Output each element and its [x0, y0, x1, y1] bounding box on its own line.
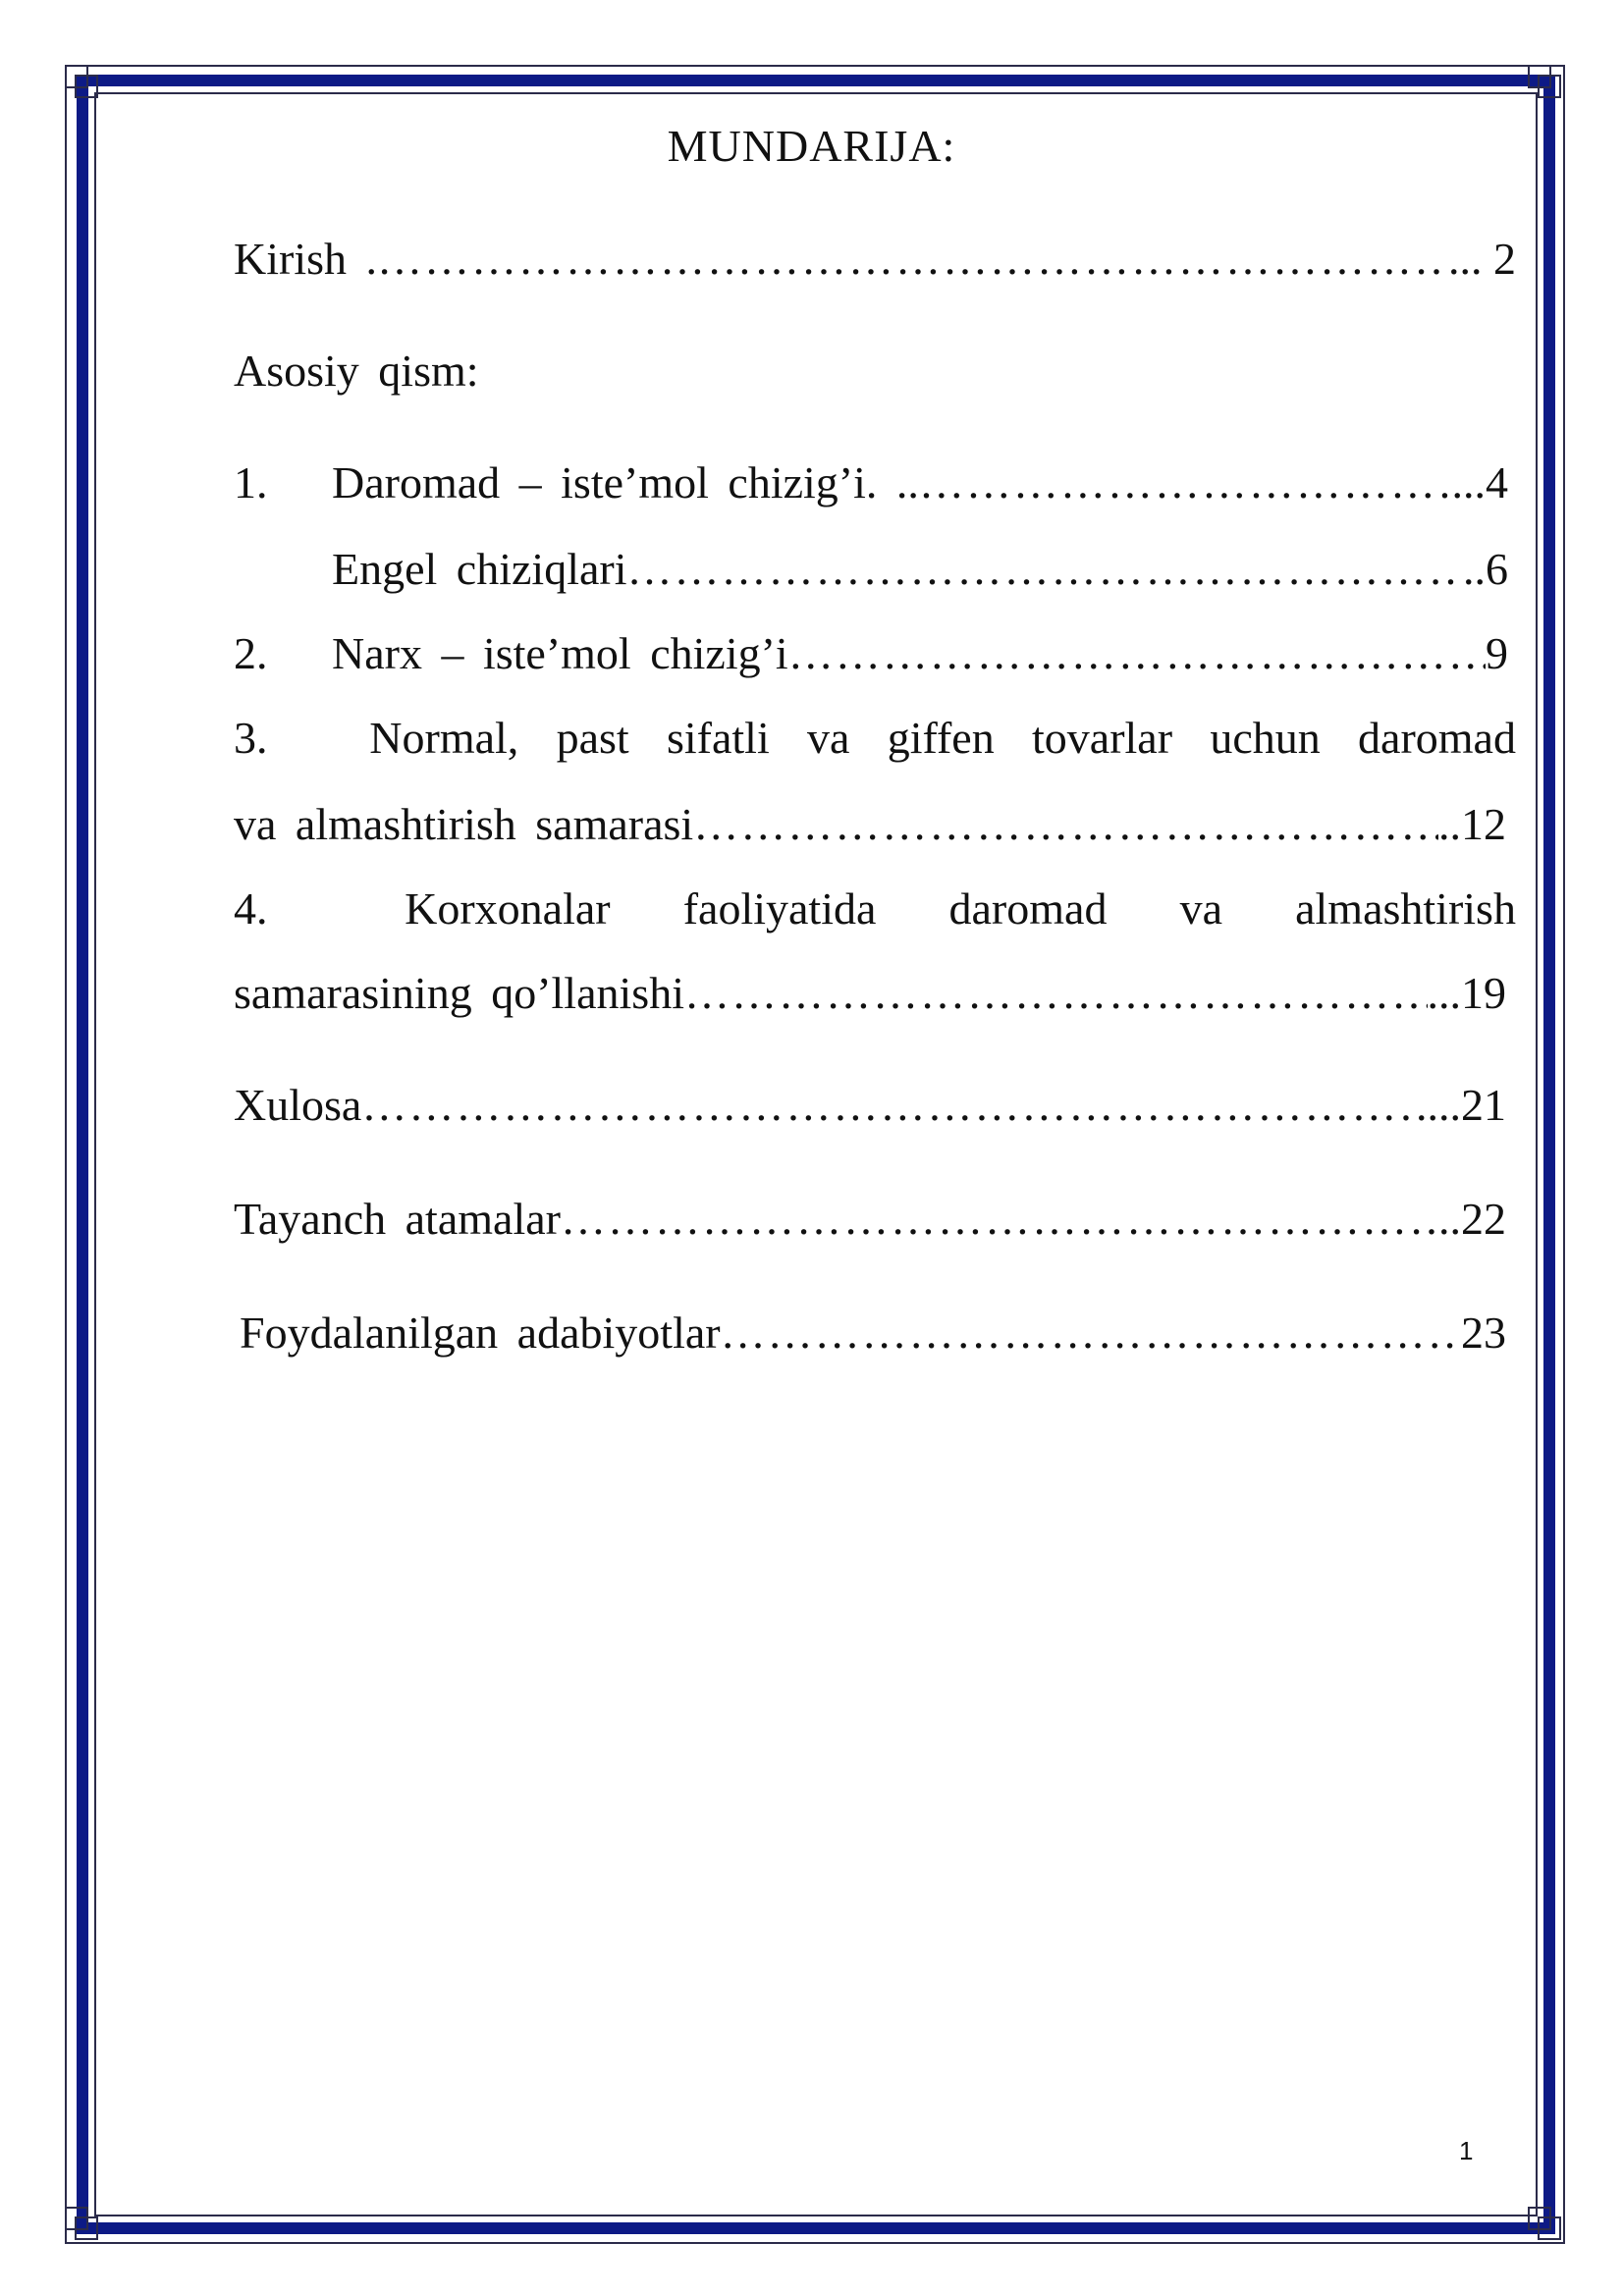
page-title: MUNDARIJA:: [667, 121, 956, 171]
toc-dot-leader: [693, 797, 1438, 852]
toc-section-heading: Asosiy qism:: [234, 346, 479, 396]
toc-entry-intro[interactable]: [234, 232, 1516, 287]
toc-entry-label: Narx – iste’mol chizig’i: [332, 628, 788, 678]
toc-entry-word: tovarlar: [1032, 713, 1173, 763]
toc-entry-number: 1.: [234, 457, 268, 507]
toc-dot-leader: [377, 232, 1448, 287]
toc-entry-conclusion[interactable]: [234, 1078, 1506, 1133]
toc-dot-leader: [919, 455, 1452, 510]
toc-entry-terms[interactable]: [234, 1192, 1506, 1247]
toc-entry-word: faoliyatida: [682, 883, 877, 934]
toc-entry-number: 3.: [234, 713, 268, 763]
toc-entry-page: 23: [1461, 1308, 1506, 1358]
toc-dot-leader: [627, 542, 1464, 597]
toc-entry-word: daromad: [948, 883, 1108, 934]
border-corner-ornament: [1528, 65, 1563, 100]
toc-dot-leader: [361, 1078, 1416, 1133]
toc-entry-word: uchun: [1210, 713, 1321, 763]
border-corner-ornament: [65, 65, 100, 100]
toc-entry-references[interactable]: [240, 1306, 1506, 1361]
toc-entry-item1[interactable]: [234, 455, 1508, 510]
toc-entry-label: Engel chiziqlari: [332, 544, 627, 594]
toc-entry-page: ...4: [1451, 457, 1508, 507]
toc-entry-word: va: [1179, 883, 1222, 934]
toc-entry-word: giffen: [887, 713, 995, 763]
toc-dot-leader: [788, 626, 1486, 681]
page-border-inner: [94, 92, 1538, 2216]
toc-entry-label: Daromad – iste’mol chizig’i. ..: [332, 457, 919, 507]
toc-entry-page: ....21: [1416, 1080, 1506, 1130]
toc-dot-leader: [721, 1306, 1461, 1361]
toc-entry-word: almashtirish: [1295, 883, 1516, 934]
toc-entry-page: ..12: [1438, 799, 1506, 849]
toc-entry-label: Xulosa: [234, 1080, 362, 1130]
toc-dot-leader: [684, 966, 1428, 1021]
toc-entry-number: 2.: [234, 628, 268, 678]
toc-entry-page: ... 2: [1448, 234, 1516, 284]
toc-entry-label: Tayanch atamalar: [234, 1194, 561, 1244]
toc-entry-page: 9: [1486, 628, 1508, 678]
toc-entry-word: daromad: [1358, 713, 1516, 763]
toc-entry-number: 4.: [234, 883, 268, 934]
toc-entry-word: va: [807, 713, 850, 763]
toc-entry-word: Korxonalar: [405, 883, 611, 934]
toc-entry-label: Foydalanilgan adabiyotlar: [240, 1308, 721, 1358]
page-number: 1: [1459, 2136, 1474, 2165]
toc-entry-item4-line1[interactable]: [234, 881, 1516, 936]
toc-entry-word: past: [556, 713, 629, 763]
toc-entry-page: ...19: [1427, 968, 1506, 1018]
toc-entry-item4-line2[interactable]: [234, 966, 1506, 1021]
toc-entry-item2[interactable]: [234, 626, 1508, 681]
toc-entry-page: ..22: [1438, 1194, 1506, 1244]
border-corner-ornament: [1528, 2207, 1563, 2242]
toc-entry-page: ..6: [1463, 544, 1508, 594]
toc-entry-item1-sub[interactable]: [332, 542, 1508, 597]
toc-entry-label: samarasining qo’llanishi: [234, 968, 684, 1018]
border-corner-ornament: [65, 2207, 100, 2242]
toc-entry-label: Kirish .: [234, 234, 377, 284]
toc-entry-item3-line2[interactable]: [234, 797, 1506, 852]
toc-entry-word: Normal,: [369, 713, 519, 763]
toc-entry-word: sifatli: [666, 713, 770, 763]
toc-entry-label: va almashtirish samarasi: [234, 799, 694, 849]
toc-entry-item3-line1[interactable]: [234, 711, 1516, 766]
toc-dot-leader: [561, 1192, 1438, 1247]
